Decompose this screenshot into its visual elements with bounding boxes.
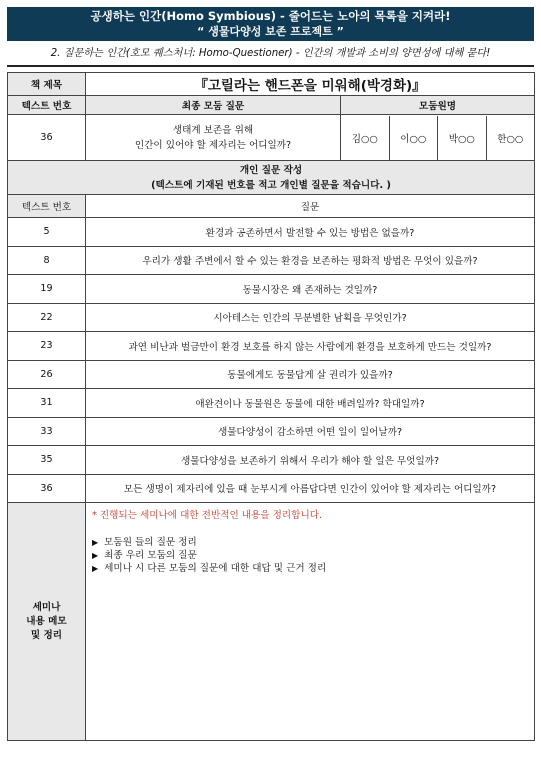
personal-columns-row: [8, 195, 535, 218]
question-text[interactable]: 동물시장은 왜 존재하는 것일까?: [86, 275, 535, 304]
personal-header-row: [8, 161, 535, 195]
personal-section-header: [8, 161, 535, 195]
memo-area[interactable]: [86, 503, 535, 741]
question-text-no: 23: [8, 332, 86, 361]
question-row: [8, 332, 535, 361]
book-label: 책 제목: [8, 73, 86, 96]
member-names: [341, 115, 535, 161]
group-header-row: [8, 96, 535, 115]
question-text-no: 8: [8, 246, 86, 275]
question-text[interactable]: 생물다양성이 감소하면 어떤 일이 일어날까?: [86, 417, 535, 446]
memo-list-item: [92, 562, 530, 575]
triangle-bullet-icon: ▶: [92, 551, 99, 560]
memo-list-item: [92, 549, 530, 562]
memo-row: [8, 503, 535, 741]
group-text-no: 36: [8, 115, 86, 161]
book-row: [8, 73, 535, 96]
question-row: [8, 474, 535, 503]
book-title: 『고릴라는 핸드폰을 미워해(박경화)』: [86, 73, 535, 96]
question-row: [8, 446, 535, 475]
worksheet-table: [7, 72, 535, 741]
question-text[interactable]: 모든 생명이 제자리에 있을 때 눈부시게 아름답다면 인간이 있어야 할 제자리는 어디일까?: [86, 474, 535, 503]
question-text-no: 26: [8, 360, 86, 389]
question-text-no: 22: [8, 303, 86, 332]
question-text[interactable]: 동물에게도 동물답게 살 권리가 있을까?: [86, 360, 535, 389]
question-text[interactable]: 생물다양성을 보존하기 위해서 우리가 해야 할 일은 무엇일까?: [86, 446, 535, 475]
memo-label: [8, 503, 86, 741]
triangle-bullet-icon: ▶: [92, 538, 99, 547]
col-personal-question: 질문: [86, 195, 535, 218]
col-members: 모둠원명: [341, 96, 535, 115]
member-name: 이○○: [389, 116, 438, 160]
question-text[interactable]: 애완견이나 동물원은 동물에 대한 배려일까? 학대일까?: [86, 389, 535, 418]
personal-instructions: (텍스트에 기재된 번호를 적고 개인별 질문을 적습니다. ): [151, 179, 391, 191]
member-name: 박○○: [437, 116, 486, 160]
question-text[interactable]: 환경과 공존하면서 발전할 수 있는 방법은 없을까?: [86, 218, 535, 247]
question-row: [8, 303, 535, 332]
question-row: [8, 389, 535, 418]
member-name: 김○○: [351, 133, 378, 145]
memo-label-line1: 세미나: [32, 601, 61, 613]
member-name: 한○○: [486, 116, 535, 160]
question-text-no: 19: [8, 275, 86, 304]
question-text[interactable]: 과연 비난과 벌금만이 환경 보호를 하지 않는 사람에게 환경을 보호하게 만드는 것일까?: [86, 332, 535, 361]
memo-label-line3: 및 정리: [30, 629, 63, 641]
question-text[interactable]: 우리가 생활 주변에서 할 수 있는 환경을 보존하는 평화적 방법은 무엇이 있을까?: [86, 246, 535, 275]
group-final-question: [86, 115, 341, 161]
group-question-line2: 인간이 있어야 할 제자리는 어디일까?: [134, 139, 292, 151]
question-text-no: 36: [8, 474, 86, 503]
col-final-question: 최종 모둠 질문: [86, 96, 341, 115]
question-row: [8, 218, 535, 247]
question-text-no: 33: [8, 417, 86, 446]
memo-item-text: 모둠원 들의 질문 정리: [104, 537, 197, 548]
header-banner: [7, 7, 534, 41]
personal-title: 개인 질문 작성: [239, 164, 303, 176]
question-text-no: 31: [8, 389, 86, 418]
question-row: [8, 275, 535, 304]
memo-item-text: 최종 우리 모둠의 질문: [104, 550, 197, 561]
question-row: [8, 360, 535, 389]
group-row: [8, 115, 535, 161]
group-question-line1: 생태계 보존을 위해: [172, 124, 254, 136]
triangle-bullet-icon: ▶: [92, 564, 99, 573]
question-text-no: 5: [8, 218, 86, 247]
question-row: [8, 417, 535, 446]
memo-label-line2: 내용 메모: [26, 615, 67, 627]
question-row: [8, 246, 535, 275]
question-text[interactable]: 시아테스는 인간의 무분별한 남획을 무엇인가?: [86, 303, 535, 332]
col-text-no: 텍스트 번호: [8, 96, 86, 115]
header-project-name: “ 생물다양성 보존 프로젝트 ”: [197, 25, 344, 38]
memo-list-item: [92, 536, 530, 549]
memo-item-text: 세미나 시 다른 모둠의 질문에 대한 대답 및 근거 정리: [104, 563, 327, 574]
header-title: 공생하는 인간(Homo Symbious) - 줄어드는 노아의 목록을 지켜라!: [90, 9, 451, 23]
lesson-subtitle: 2. 질문하는 인간(호모 퀘스처너: Homo-Questioner) - 인간의 개발과 소비의 양면성에 대해 묻다!: [7, 41, 534, 67]
col-personal-text-no: 텍스트 번호: [8, 195, 86, 218]
question-text-no: 35: [8, 446, 86, 475]
memo-note: * 진행되는 세미나에 대한 전반적인 내용을 정리합니다.: [92, 510, 323, 521]
